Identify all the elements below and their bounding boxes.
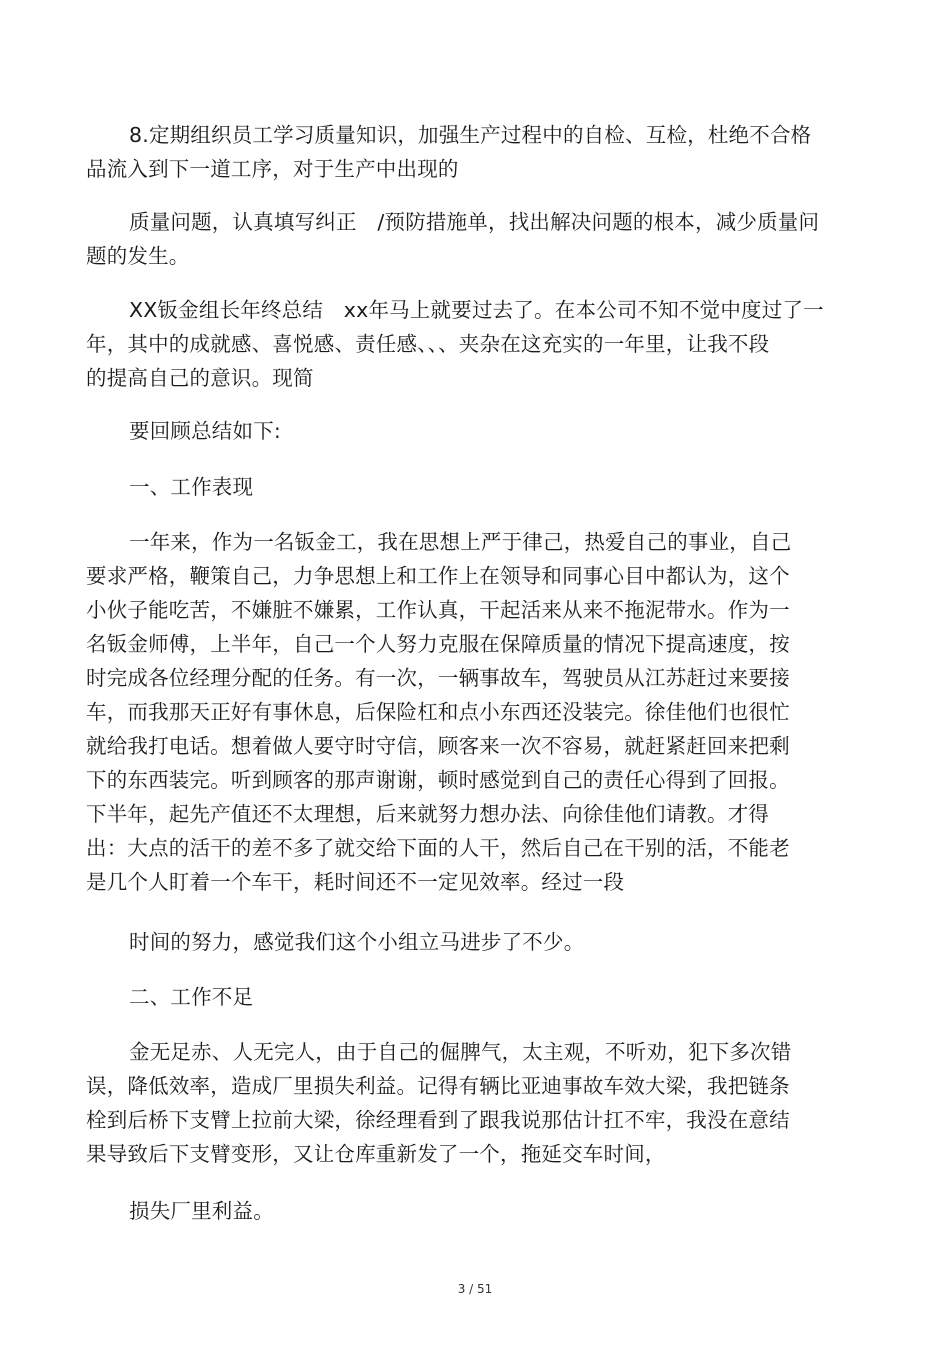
text-line: 年，其中的成就感、喜悦感、责任感、、、夹杂在这充实的一年里，让我不段 xyxy=(86,332,770,356)
text-line: 要回顾总结如下: xyxy=(129,419,282,443)
text-line: 要求严格，鞭策自己，力争思想上和工作上在领导和同事心目中都认为，这个 xyxy=(86,564,790,588)
text-line: 时间的努力，感觉我们这个小组立马进步了不少。 xyxy=(129,930,585,954)
text-line: 的提高自己的意识。现简 xyxy=(86,366,314,390)
section-heading-work-performance xyxy=(86,470,830,504)
paragraph-shortcomings xyxy=(86,1035,830,1171)
paragraph-summary-intro xyxy=(86,293,830,395)
text-line: 下的东西装完。听到顾客的那声谢谢，顿时感觉到自己的责任心得到了回报。 xyxy=(86,768,790,792)
text-line: 题的发生。 xyxy=(86,244,190,268)
text-line: 金无足赤、人无完人，由于自己的倔脾气，太主观，不听劝，犯下多次错 xyxy=(129,1040,792,1064)
paragraph-work-performance xyxy=(86,525,830,899)
text-line: 时完成各位经理分配的任务。有一次，一辆事故车，驾驶员从江苏赶过来要接 xyxy=(86,666,790,690)
section-heading-shortcomings xyxy=(86,980,830,1014)
paragraph-loss xyxy=(86,1194,830,1228)
text-line: 一年来，作为一名钣金工，我在思想上严于律己，热爱自己的事业，自己 xyxy=(129,530,792,554)
text-line: 果导致后下支臂变形，又让仓库重新发了一个，拖延交车时间， xyxy=(86,1142,666,1166)
text-line: 栓到后桥下支臂上拉前大梁，徐经理看到了跟我说那估计扛不牢，我没在意结 xyxy=(86,1108,790,1132)
text-line: 小伙子能吃苦，不嫌脏不嫌累，工作认真，干起活来从来不拖泥带水。作为一 xyxy=(86,598,790,622)
text-line: 下半年，起先产值还不太理想，后来就努力想办法、向徐佳他们请教。才得 xyxy=(86,802,770,826)
text-line: 二、工作不足 xyxy=(129,985,254,1009)
paragraph-quality-training xyxy=(86,118,830,186)
text-line: 出：大点的活干的差不多了就交给下面的人干，然后自己在干别的活，不能老 xyxy=(86,836,790,860)
text-line: 8.定期组织员工学习质量知识，加强生产过程中的自检、互检，杜绝不合格 xyxy=(129,123,812,147)
text-line: 车，而我那天正好有事休息，后保险杠和点小东西还没装完。徐佳他们也很忙 xyxy=(86,700,790,724)
paragraph-progress xyxy=(86,925,830,959)
text-line: 名钣金师傅，上半年，自己一个人努力克服在保障质量的情况下提高速度，按 xyxy=(86,632,790,656)
text-line: 是几个人盯着一个车干，耗时间还不一定见效率。经过一段 xyxy=(86,870,625,894)
text-line: 误，降低效率，造成厂里损失利益。记得有辆比亚迪事故车效大梁，我把链条 xyxy=(86,1074,790,1098)
page-number: 3 / 51 xyxy=(457,1282,493,1296)
text-line: 就给我打电话。想着做人要守时守信，顾客来一次不容易，就赶紧赶回来把剩 xyxy=(86,734,790,758)
paragraph-review-heading xyxy=(86,414,830,448)
text-line: XX钣金组长年终总结 xx年马上就要过去了。在本公司不知不觉中度过了一 xyxy=(129,298,824,322)
text-line: 质量问题，认真填写纠正 /预防措施单，找出解决问题的根本，减少质量问 xyxy=(129,210,820,234)
text-line: 品流入到下一道工序，对于生产中出现的 xyxy=(86,157,459,181)
text-line: 损失厂里利益。 xyxy=(129,1199,274,1223)
paragraph-quality-problems xyxy=(86,205,830,273)
text-line: 一、工作表现 xyxy=(129,475,254,499)
